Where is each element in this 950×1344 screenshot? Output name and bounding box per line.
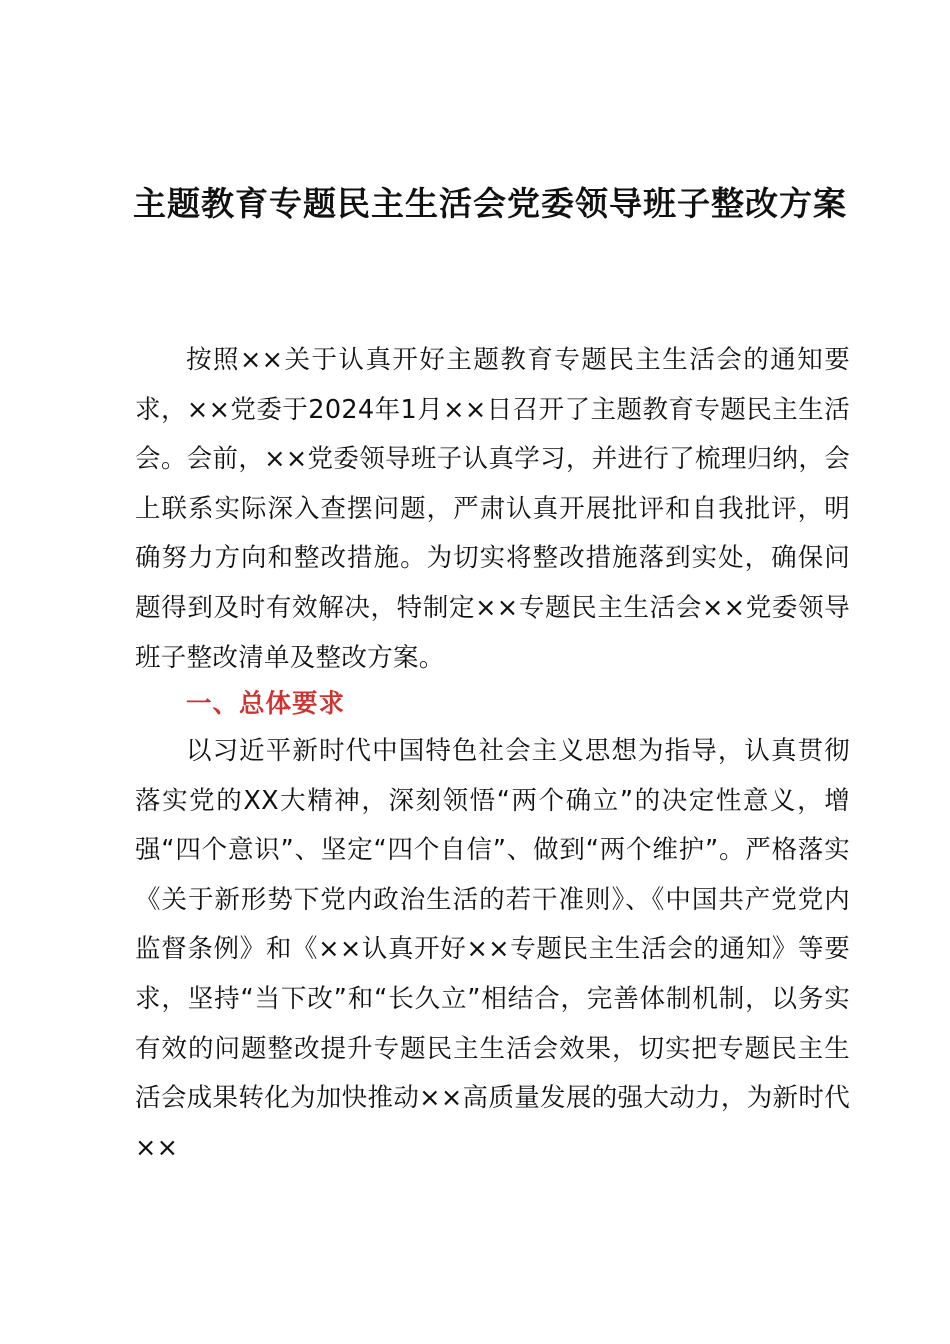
requirements-paragraph: 以习近平新时代中国特色社会主义思想为指导，认真贯彻落实党的XX大精神，深刻领悟“两个确立”的决定性意义，增强“四个意识”、坚定“四个自信”、做到“两个维护”。严格落实《关于新形势下党内政治生活的若干准则》、《中国共产党党内监督条例》和《××认真开好××专题民主生活会的通知》等要求，坚持“当下改”和“长久立”相结合，完善体制机制，以务实有效的问题整改提升专题民主生活会效果，切实把专题民主生活会成果转化为加快推动××高质量发展的强大动力，为新时代×× (135, 736, 850, 1163)
intro-paragraph: 按照××关于认真开好主题教育专题民主生活会的通知要求，××党委于2024年1月××日召开了主题教育专题民主生活会。会前，××党委领导班子认真学习，并进行了梳理归纳，会上联系实际深入查摆问题，严肃认真开展批评和自我批评，明确努力方向和整改措施。为切实将整改措施落到实处，确保问题得到及时有效解决，特制定××专题民主生活会××党委领导班子整改清单及整改方案。 (135, 345, 850, 673)
section-heading: 一、总体要求 (186, 689, 346, 719)
document-title: 主题教育专题民主生活会党委领导班子整改方案 (133, 184, 847, 223)
